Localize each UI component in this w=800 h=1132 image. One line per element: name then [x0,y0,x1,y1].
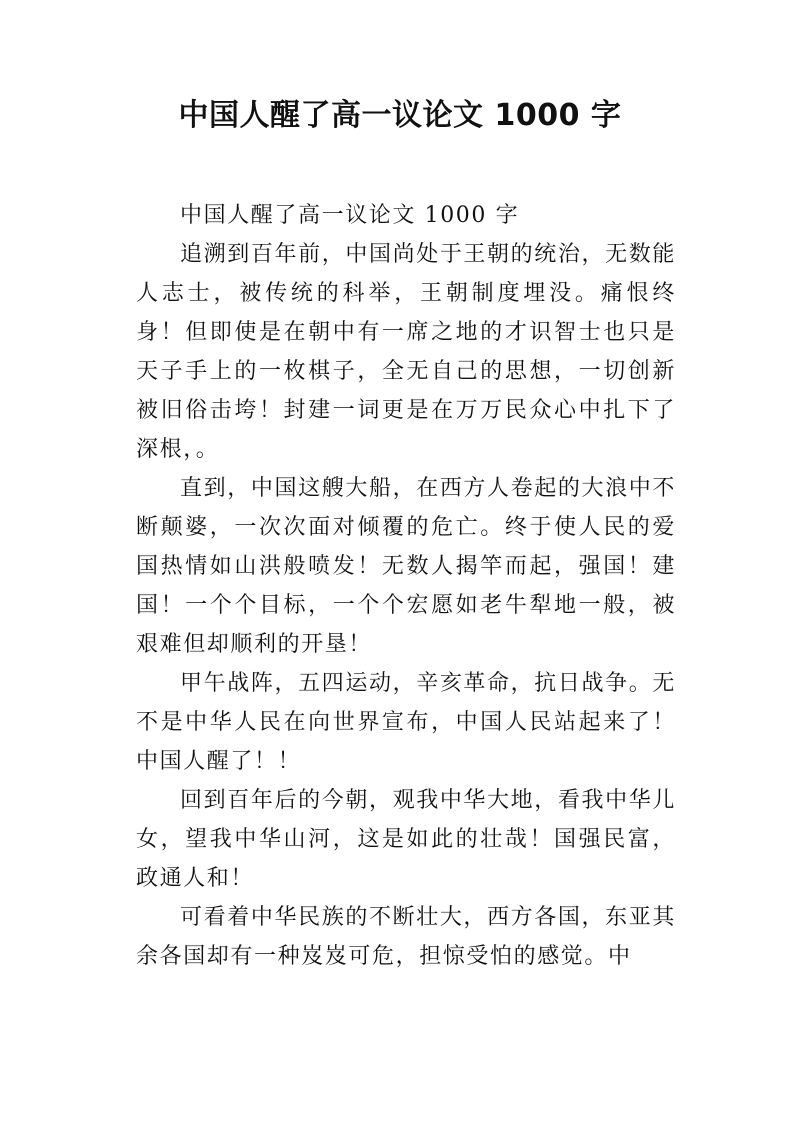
paragraph: 甲午战阵，五四运动，辛亥革命，抗日战争。无不是中华人民在向世界宣布，中国人民站起来了！中国人醒了！！ [136,671,676,774]
paragraph-subtitle: 中国人醒了高一议论文 1000 字 [180,203,520,228]
document-title: 中国人醒了高一议论文 1000 字 [178,98,622,133]
paragraph: 追溯到百年前，中国尚处于王朝的统治，无数能人志士，被传统的科举，王朝制度埋没。痛恨终身！但即使是在朝中有一席之地的才识智士也只是天子手上的一枚棋子，全无自己的思想，一切创新被旧俗击垮！封建一词更是在万万民众心中扎下了深根，。 [136,242,676,462]
paragraph: 可看着中华民族的不断壮大，西方各国，东亚其余各国却有一种岌岌可危，担惊受怕的感觉。中 [136,905,676,969]
paragraph: 回到百年后的今朝，观我中华大地，看我中华儿女，望我中华山河，这是如此的壮哉！国强民富，政通人和！ [136,788,676,891]
document-body [136,196,676,976]
paragraph: 直到，中国这艘大船，在西方人卷起的大浪中不断颠婆，一次次面对倾覆的危亡。终于使人民的爱国热情如山洪般喷发！无数人揭竿而起，强国！建国！一个个目标，一个个宏愿如老牛犁地一般，被艰难但却顺利的开垦！ [136,476,676,657]
